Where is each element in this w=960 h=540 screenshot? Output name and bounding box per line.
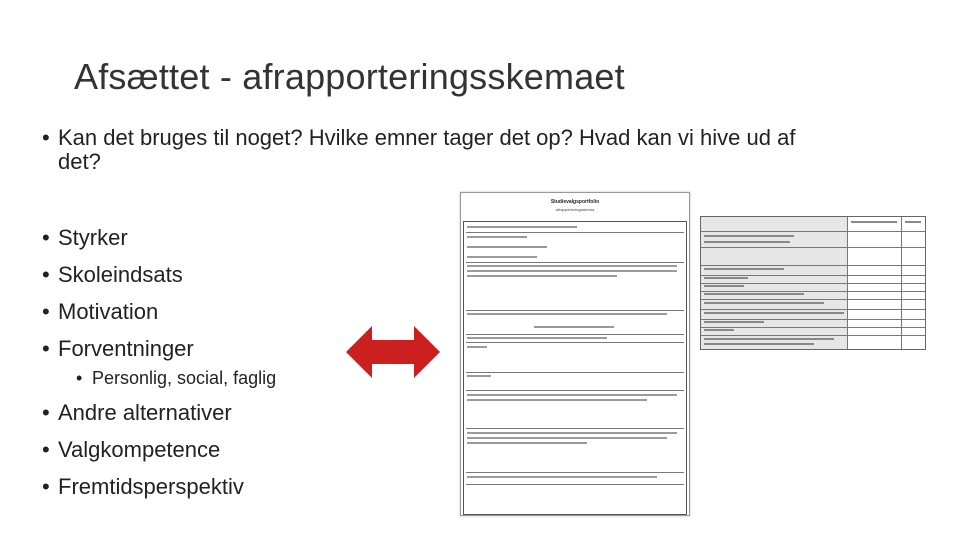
bullet-item-fremtidsperspektiv: • Fremtidsperspektiv [42, 474, 244, 499]
bullet-item-andre-alternativer: • Andre alternativer [42, 400, 232, 425]
document-heading: Studievalgsportfolio [550, 199, 600, 205]
slide-title: Afsættet - afrapporteringsskemaet [74, 56, 625, 97]
bullet-item-skoleindsats: • Skoleindsats [42, 262, 183, 287]
question-line-1: Kan det bruges til noget? Hvilke emner tager det op? Hvad kan vi hive ud af [58, 125, 796, 150]
double-arrow-icon [346, 326, 440, 378]
document-subheading: afrapporteringsskema [555, 207, 595, 212]
bullet-item-forventninger: • Forventninger [42, 336, 194, 361]
document-thumbnail-form [460, 192, 690, 516]
bullet-item-valgkompetence: • Valgkompetence [42, 437, 221, 462]
bullet-glyph: • [42, 125, 50, 150]
bullet-item-motivation: • Motivation [42, 299, 159, 324]
document-thumbnail-table [700, 216, 926, 350]
bullet-item-styrker: • Styrker [42, 225, 128, 250]
document-form-frame [463, 221, 687, 515]
question-bullet [42, 126, 922, 174]
sub-bullet-item: • Personlig, social, faglig [76, 368, 277, 388]
question-line-2: det? [58, 149, 101, 174]
